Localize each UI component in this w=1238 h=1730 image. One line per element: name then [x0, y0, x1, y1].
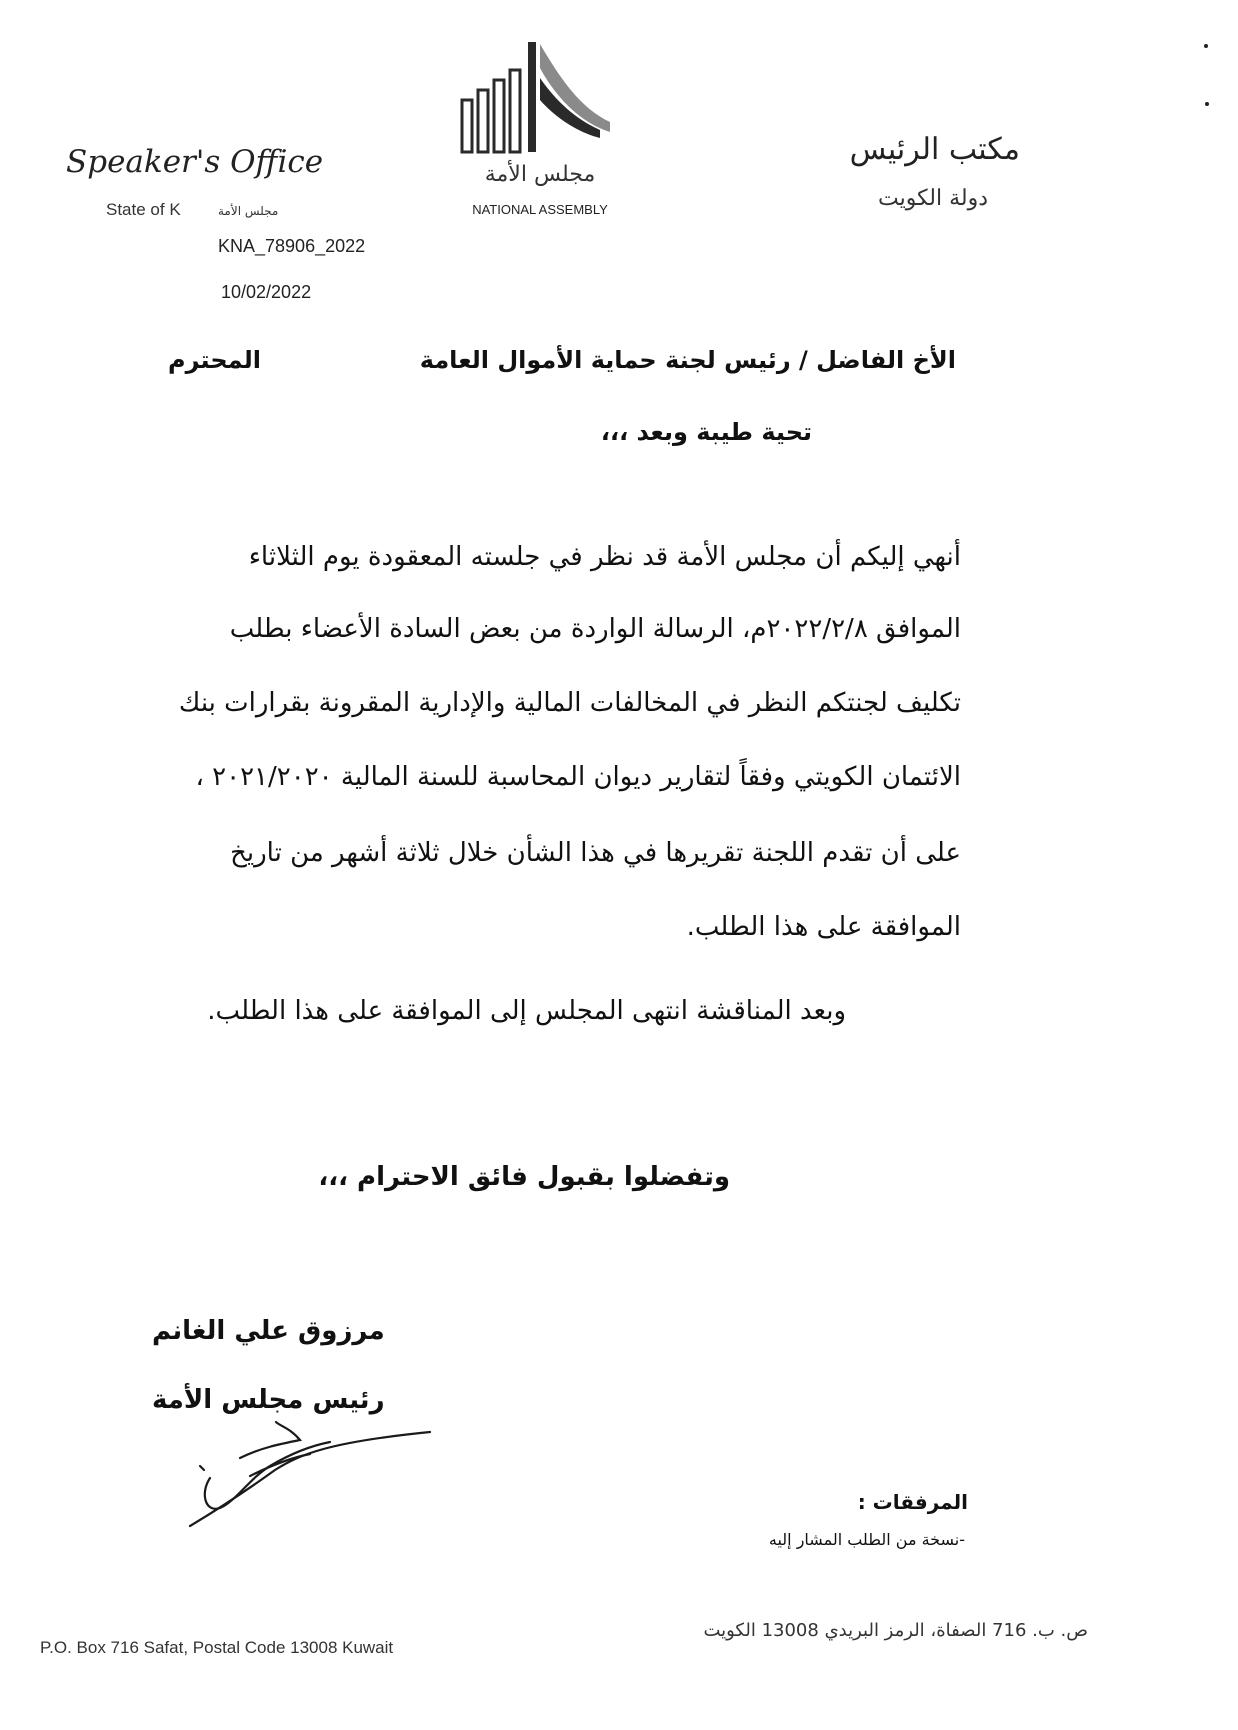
speaker-office-arabic: مكتب الرئيس — [849, 132, 1020, 167]
national-assembly-logo — [450, 38, 630, 218]
closing-phrase: وتفضلوا بقبول فائق الاحترام ،،، — [318, 1162, 730, 1192]
state-of-kuwait-arabic: دولة الكويت — [878, 186, 988, 211]
footer-address-english: P.O. Box 716 Safat, Postal Code 13008 Kuwait — [40, 1638, 394, 1657]
body-line: الموافق ٢٠٢٢/٢/٨م، الرسالة الواردة من بعض السادة الأعضاء بطلب — [229, 614, 961, 644]
signatory-name: مرزوق علي الغانم — [152, 1316, 385, 1346]
signatory-title: رئيس مجلس الأمة — [152, 1385, 385, 1415]
greeting: تحية طيبة وبعد ،،، — [600, 418, 812, 446]
body-line: أنهي إليكم أن مجلس الأمة قد نظر في جلسته المعقودة يوم الثلاثاء — [248, 542, 961, 572]
attachment-item: -نسخة من الطلب المشار إليه — [768, 1530, 965, 1549]
scan-speck — [1205, 102, 1209, 106]
body-line: الائتمان الكويتي وفقاً لتقارير ديوان المحاسبة للسنة المالية ٢٠٢١/٢٠٢٠ ، — [195, 762, 961, 792]
speaker-office-title: Speaker's Office — [66, 144, 324, 180]
handwritten-signature — [180, 1418, 440, 1538]
honorific: المحترم — [168, 346, 261, 374]
conclusion-line: وبعد المناقشة انتهى المجلس إلى الموافقة على هذا الطلب. — [207, 996, 846, 1026]
state-ar-small: مجلس الأمة — [218, 204, 279, 218]
attachments-label: المرفقات : — [857, 1490, 968, 1514]
body-line: الموافقة على هذا الطلب. — [686, 912, 961, 942]
body-line: تكليف لجنتكم النظر في المخالفات المالية والإدارية المقرونة بقرارات بنك — [178, 688, 961, 718]
reference-number: KNA_78906_2022 — [218, 236, 366, 256]
footer-address-arabic: ص. ب. 716 الصفاة، الرمز البريدي 13008 الكويت — [703, 1620, 1088, 1641]
state-of-label: State of K — [106, 200, 181, 219]
body-line: على أن تقدم اللجنة تقريرها في هذا الشأن خلال ثلاثة أشهر من تاريخ — [230, 838, 961, 868]
scan-speck — [1204, 44, 1208, 48]
logo-arabic-text: مجلس الأمة — [484, 162, 596, 187]
letter-date: 10/02/2022 — [221, 282, 312, 302]
logo-english-text: NATIONAL ASSEMBLY — [472, 202, 608, 217]
addressee: الأخ الفاضل / رئيس لجنة حماية الأموال العامة — [419, 346, 956, 374]
